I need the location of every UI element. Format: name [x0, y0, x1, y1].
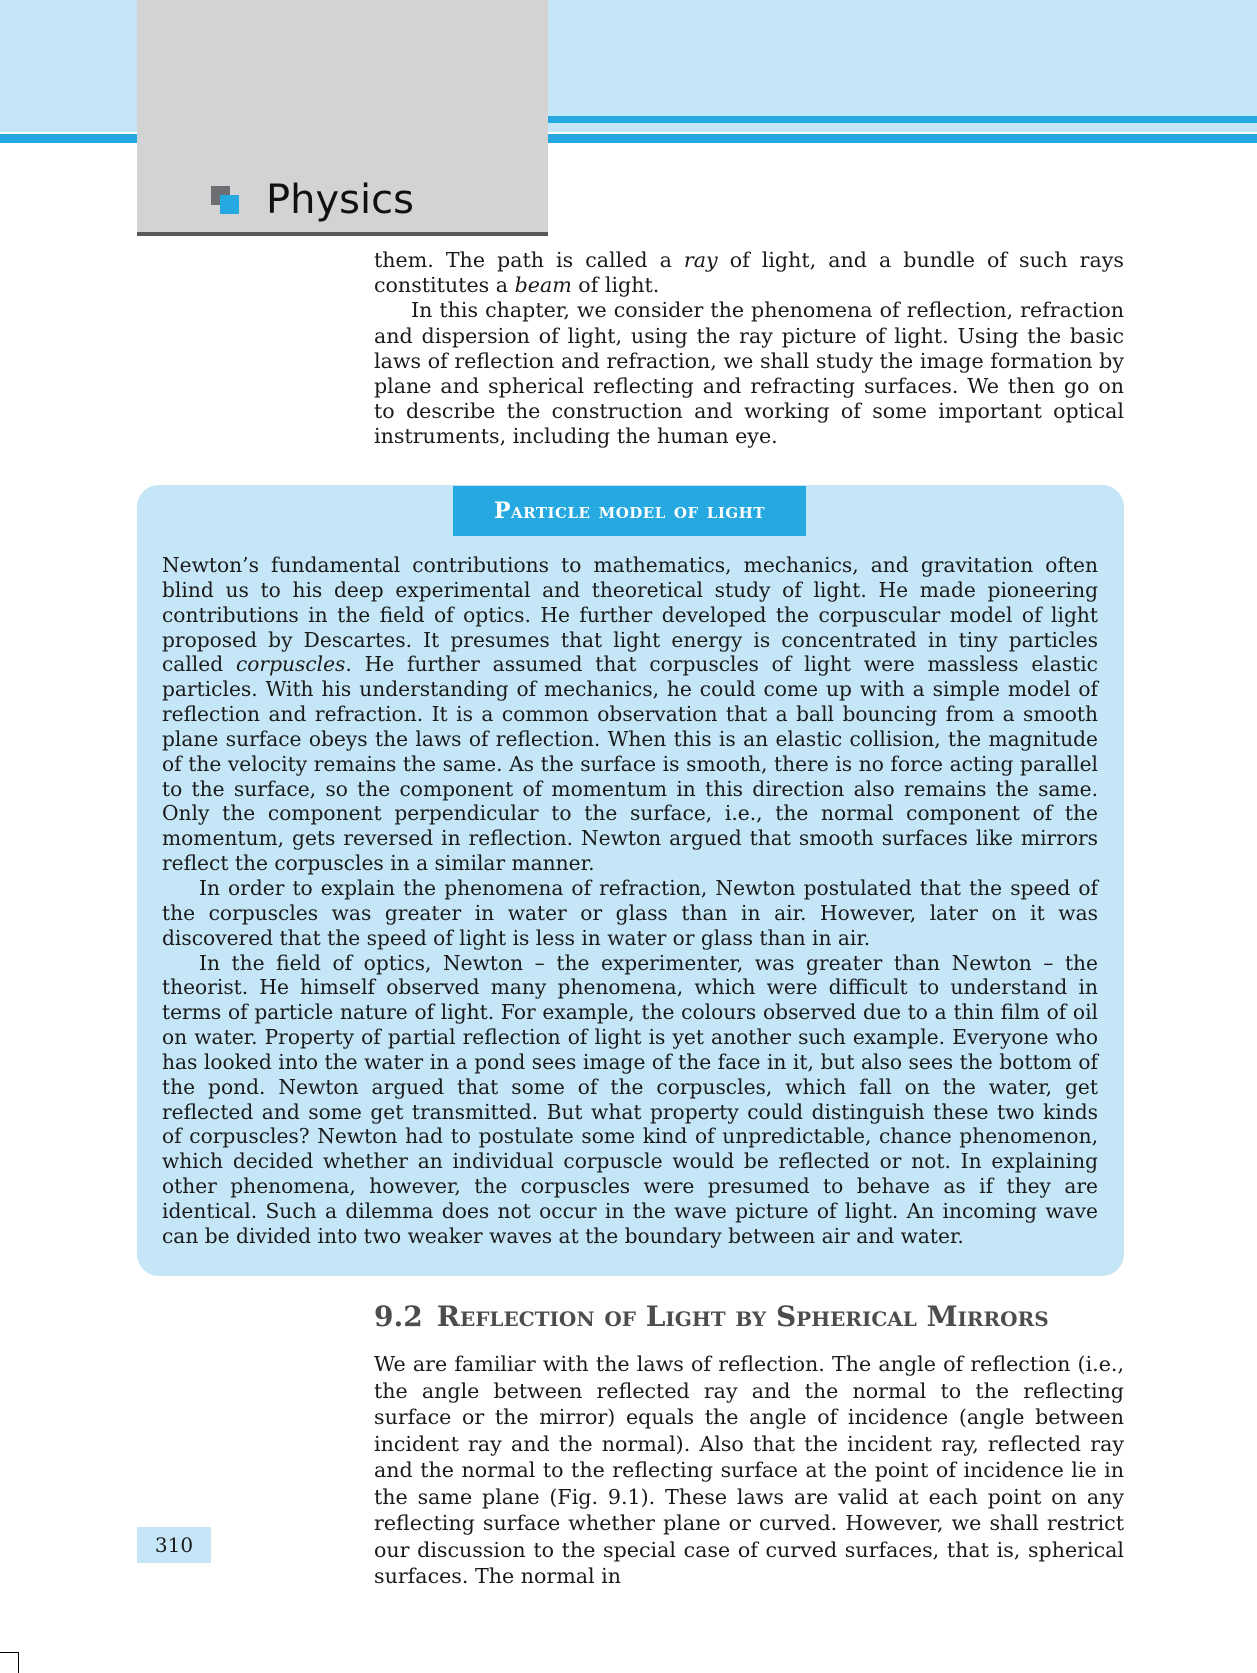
section-heading	[374, 1300, 1134, 1333]
section-paragraph: We are familiar with the laws of reflection. The angle of reflection (i.e., the angle between reflected ray and the normal to the reflecting surface or the mirror) equals the angle of incidence (angle between incident ray and the normal). Also that the incident ray, reflected ray and the normal to the reflecting surface at the point of incidence lie in the same plane (Fig. 9.1). These laws are valid at each point on any reflecting surface whether plane or curved. However, we shall restrict our discussion to the special case of curved surfaces, that is, spherical surfaces. The normal in	[374, 1352, 1124, 1588]
intro-text	[374, 248, 1124, 450]
intro-paragraph: them. The path is called a ray of light, and a bundle of such rays constitutes a beam of light.	[374, 248, 1124, 298]
box-paragraph: In the field of optics, Newton – the experimenter, was greater than Newton – the theorist. He himself observed many phenomena, which were difficult to understand in terms of particle nature of light. For example, the colours observed due to a thin film of oil on water. Property of partial reflection of light is yet another such example. Everyone who has looked into the water in a pond sees image of the face in it, but also sees the bottom of the pond. Newton argued that some of the corpuscles, which fall on the water, get reflected and some get transmitted. But what property could distinguish these two kinds of corpuscles? Newton had to postulate some kind of unpredictable, chance phenomenon, which decided whether an individual corpuscle would be reflected or not. In explaining other phenomena, however, the corpuscles were presumed to behave as if they are identical. Such a dilemma does not occur in the wave picture of light. An incoming wave can be divided into two weaker waves at the boundary between air and water.	[162, 950, 1098, 1248]
crop-mark	[18, 1652, 19, 1673]
section-text	[374, 1351, 1124, 1590]
section-title: Reflection of Light by Spherical Mirrors	[436, 1300, 1049, 1333]
intro-paragraph: In this chapter, we consider the phenomena of reflection, refraction and dispersion of light, using the ray picture of light. Using the basic laws of reflection and refraction, we shall study the image formation by plane and spherical reflecting and refracting surfaces. We then go on to describe the construction and working of some important optical instruments, including the human eye.	[374, 298, 1124, 449]
box-paragraph: In order to explain the phenomena of refraction, Newton postulated that the speed of the corpuscles was greater in water or glass than in air. However, later on it was discovered that the speed of light is less in water or glass than in air.	[162, 875, 1098, 950]
crop-mark	[0, 1652, 19, 1653]
subject-title: Physics	[266, 177, 414, 223]
header-stripe	[548, 116, 1257, 123]
page-number: 310	[137, 1527, 211, 1563]
two-squares-icon	[211, 186, 241, 216]
box-paragraph: Newton’s fundamental contributions to mathematics, mechanics, and gravitation often blind us to his deep experimental and theoretical study of light. He made pioneering contributions in the field of optics. He further developed the corpuscular model of light proposed by Descartes. It presumes that light energy is concentrated in tiny particles called corpuscles. He further assumed that corpuscles of light were massless elastic particles. With his understanding of mechanics, he could come up with a simple model of reflection and refraction. It is a common observation that a ball bouncing from a smooth plane surface obeys the laws of reflection. When this is an elastic collision, the magnitude of the velocity remains the same. As the surface is smooth, there is no force acting parallel to the surface, so the component of momentum in this direction also remains the same. Only the component perpendicular to the surface, i.e., the normal component of the momentum, gets reversed in reflection. Newton argued that smooth surfaces like mirrors reflect the corpuscles in a similar manner.	[162, 553, 1098, 876]
feature-box-title: Particle model of light	[453, 486, 806, 536]
section-number: 9.2	[374, 1300, 423, 1333]
feature-box-text	[162, 553, 1098, 1249]
